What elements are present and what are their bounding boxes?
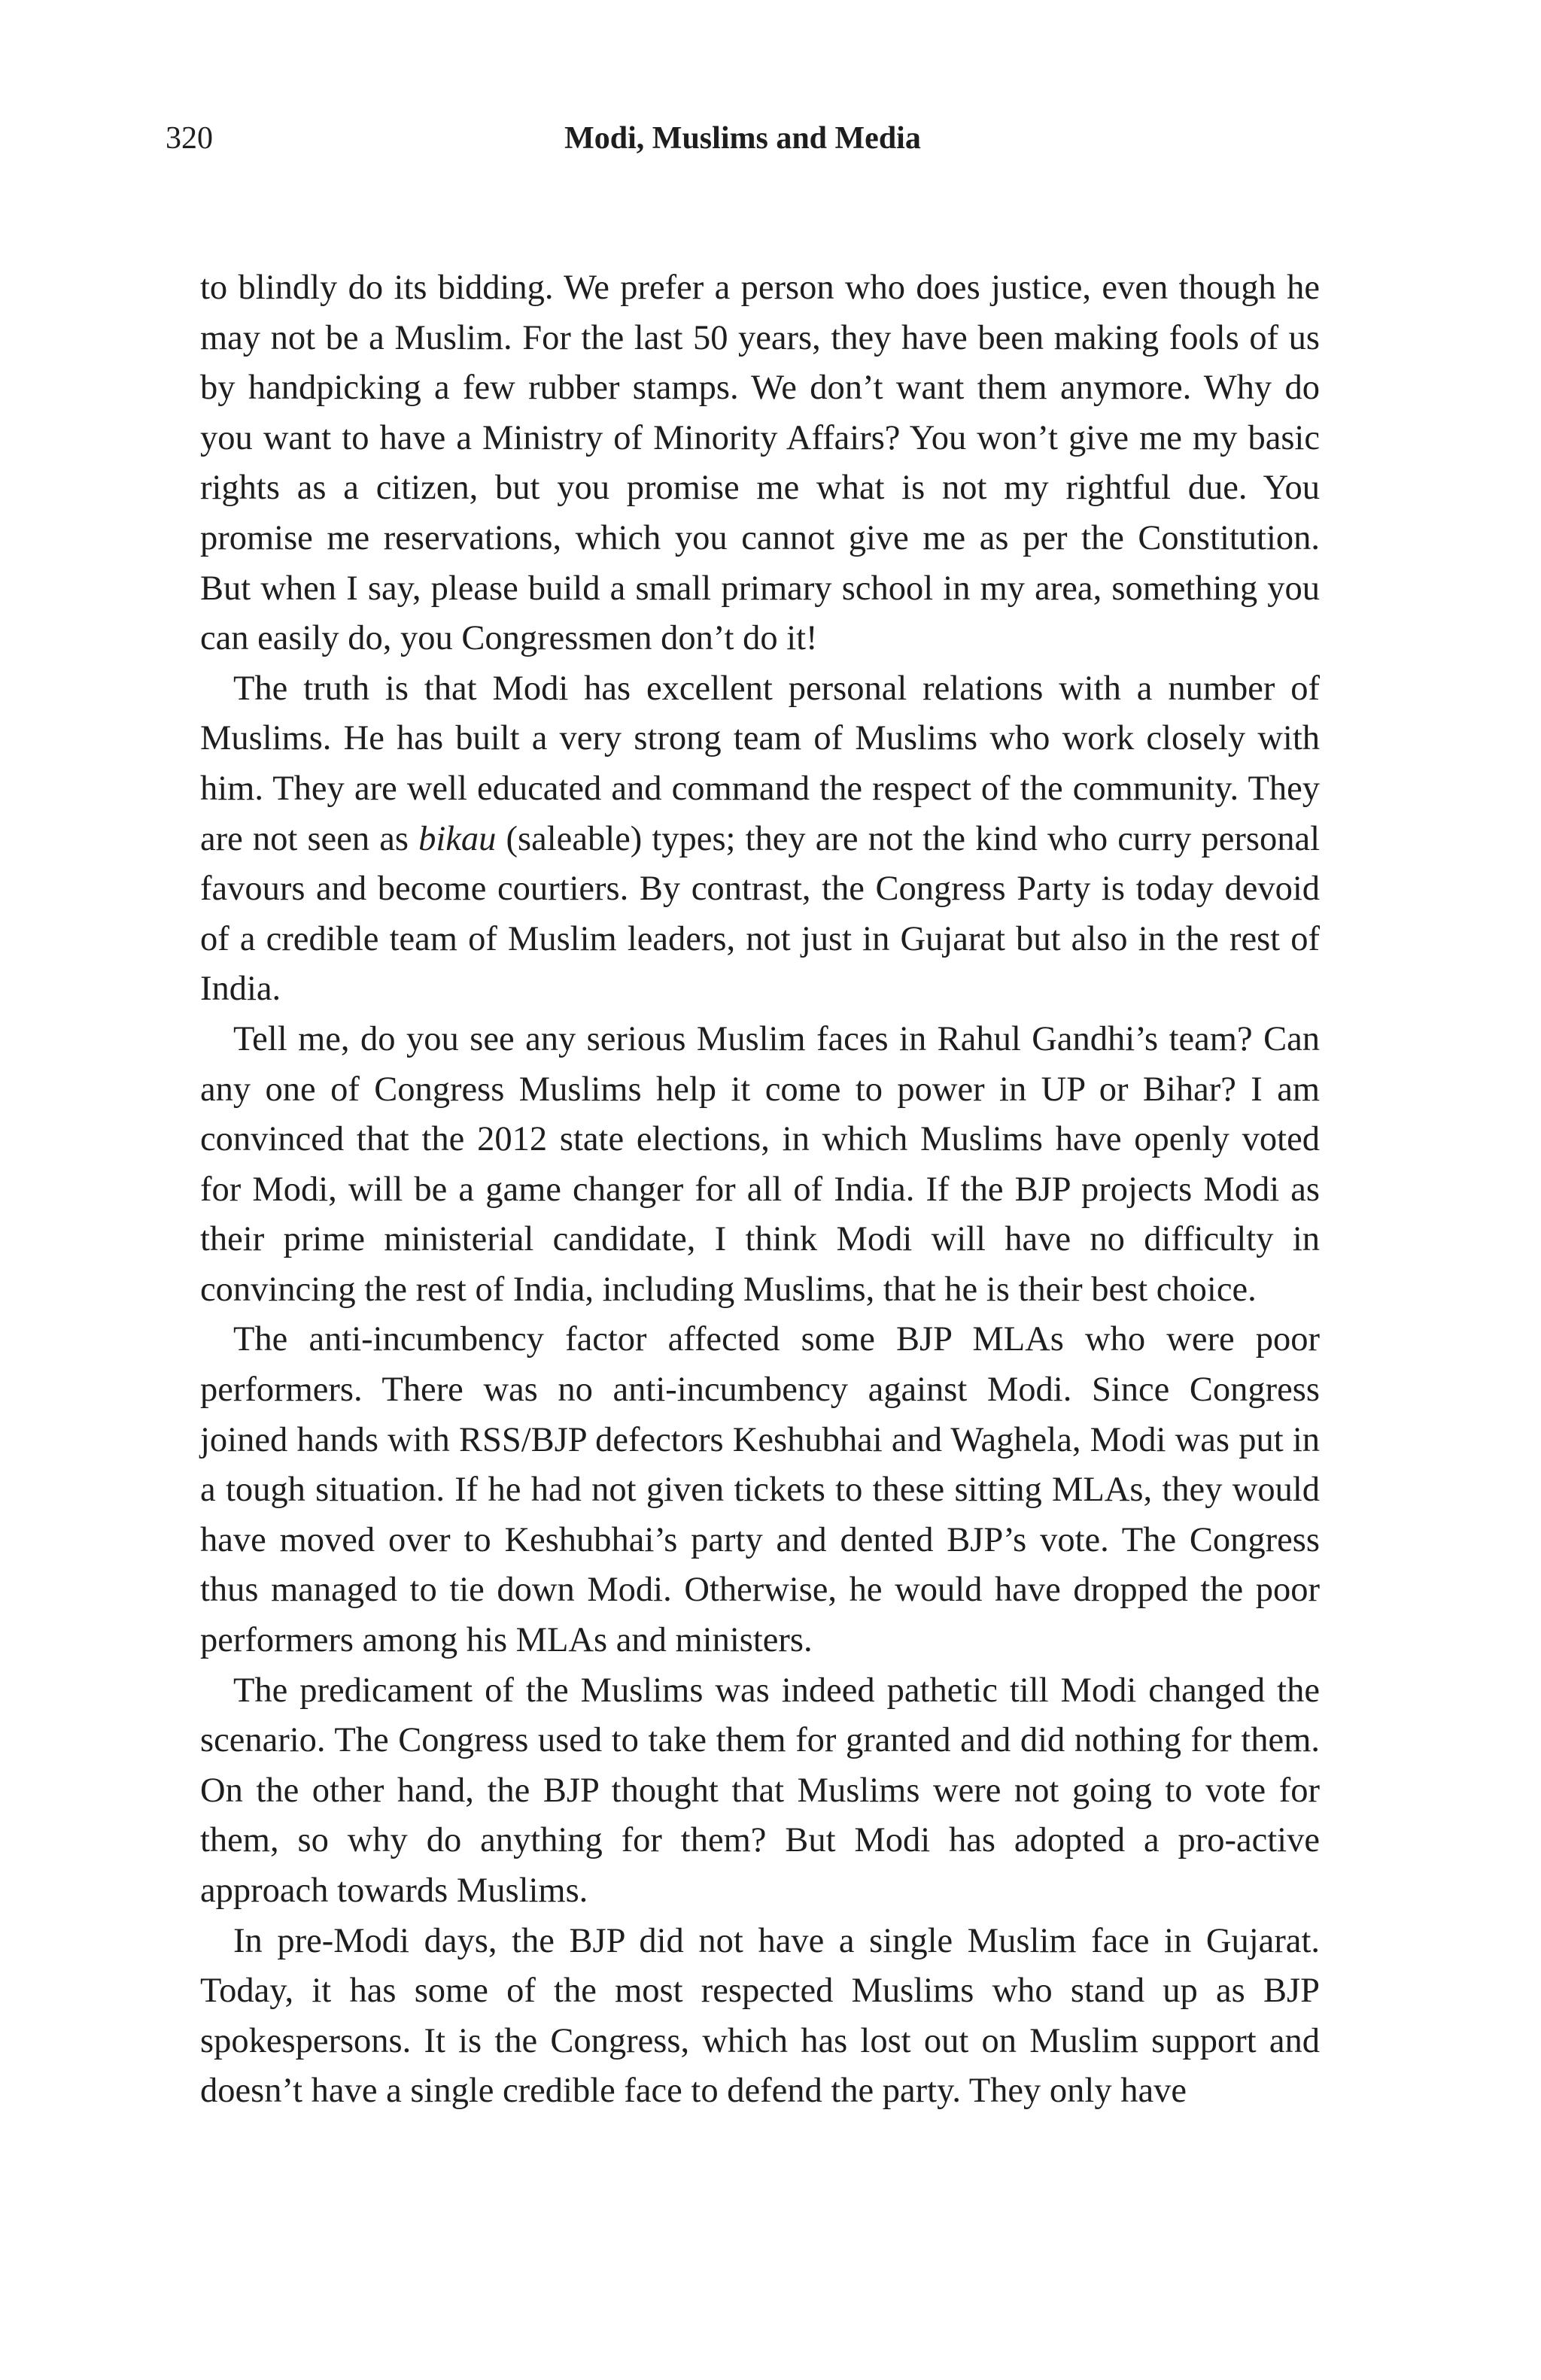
paragraph-predicament: The predicament of the Muslims was indeed pathetic till Modi changed the scenario. The Congress used to take them for granted and did nothing for them. On the other hand, the BJP thought that Muslims were not going to vote for them, so why do anything for them? But Modi has adopted a pro-active approach towards Muslims.: [200, 1671, 1320, 1910]
page-number: 320: [166, 121, 213, 156]
paragraph-text: The truth is that Modi has excellent personal relations with a number of Muslims. He has built a very strong team of Muslims who work closely with him. They are well educated and command the respect of the community. They are not seen as: [200, 669, 1320, 858]
paragraph-rahul-gandhi: Tell me, do you see any serious Muslim faces in Rahul Gandhi’s team? Can any one of Congress Muslims help it come to power in UP or Bihar? I am convinced that the 2012 state elections, in which Muslims have openly voted for Modi, will be a game changer for all of India. If the BJP projects Modi as their prime ministerial candidate, I think Modi will have no difficulty in convincing the rest of India, including Muslims, that he is their best choice.: [200, 1019, 1320, 1309]
body-text: [200, 263, 1320, 2117]
paragraph-pre-modi: In pre-Modi days, the BJP did not have a single Muslim face in Gujarat. Today, it has some of the most respected Muslims who stand up as BJP spokespersons. It is the Congress, which has lost out on Muslim support and doesn’t have a single credible face to defend the party. They only have: [200, 1921, 1320, 2111]
running-header: [166, 116, 1320, 161]
paragraph-continued: to blindly do its bidding. We prefer a person who does justice, even though he may not be a Muslim. For the last 50 years, they have been making fools of us by handpicking a few rubber stamps. We don’t want them anymore. Why do you want to have a Ministry of Minority Affairs? You won’t give me my basic rights as a citizen, but you promise me what is not my rightful due. You promise me reservations, which you cannot give me as per the Constitution. But when I say, please build a small primary school in my area, something you can easily do, you Congressmen don’t do it!: [200, 269, 1320, 658]
paragraph-text: (saleable) types; they are not the kind who curry personal favours and become courtiers. By contrast, the Congress Party is today devoid of a credible team of Muslim leaders, not just in Gujarat but also in the rest of India.: [200, 819, 1320, 1009]
paragraph-anti-incumbency: The anti-incumbency factor affected some BJP MLAs who were poor performers. There was no anti-incumbency against Modi. Since Congress joined hands with RSS/BJP defectors Keshubhai and Waghela, Modi was put in a tough situation. If he had not given tickets to these sitting MLAs, they would have moved over to Keshubhai’s party and dented BJP’s vote. The Congress thus managed to tie down Modi. Otherwise, he would have dropped the poor performers among his MLAs and ministers.: [200, 1320, 1320, 1660]
italic-term: bikau: [418, 819, 497, 858]
running-title: Modi, Muslims and Media: [564, 121, 921, 156]
paragraph-modi-relations: [200, 664, 1320, 1015]
